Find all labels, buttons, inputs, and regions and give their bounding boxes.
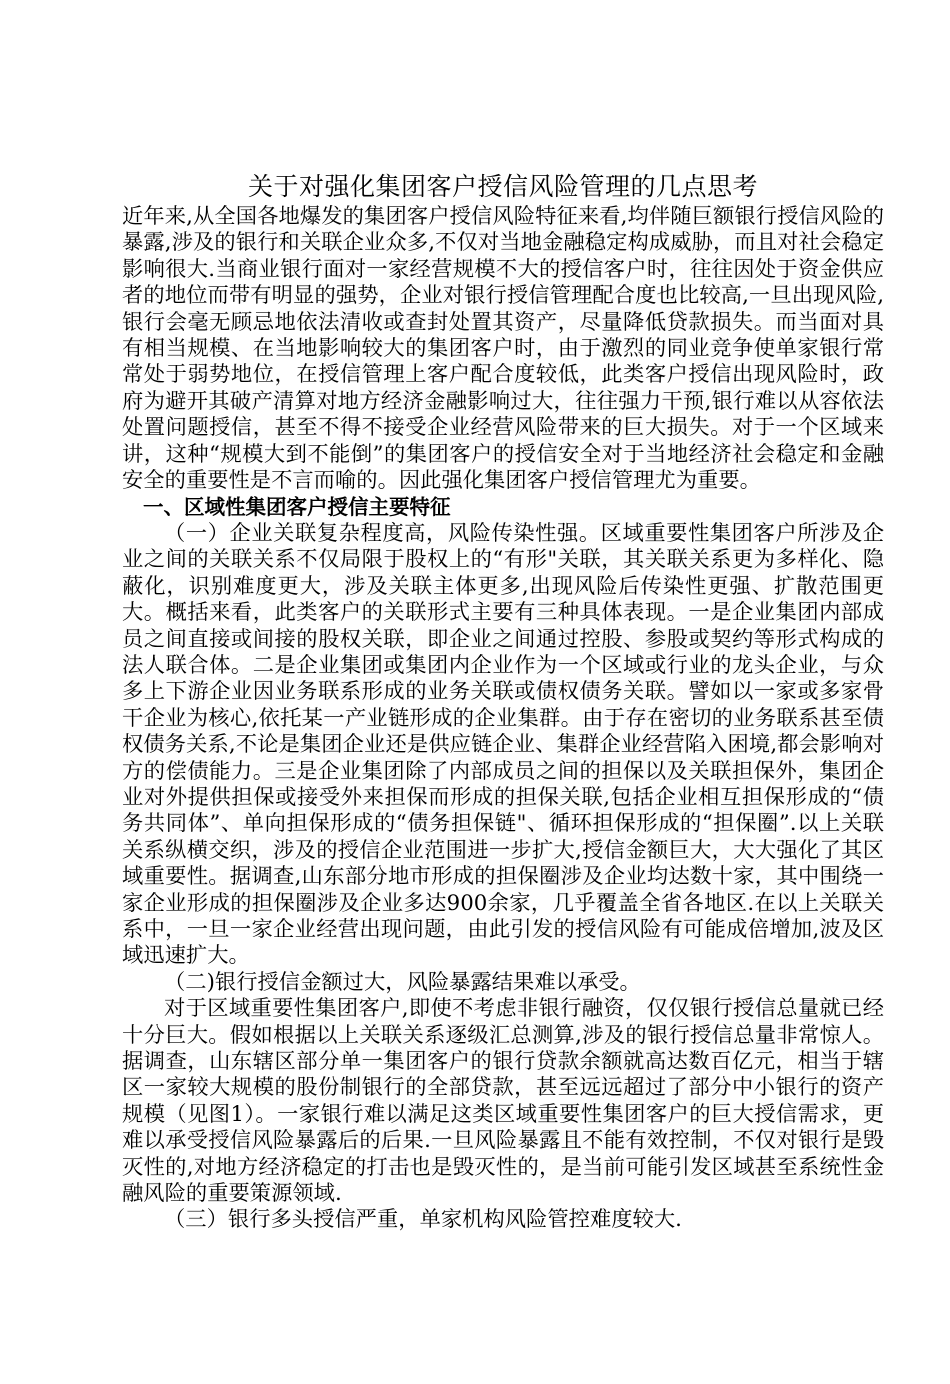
subsection-1-paragraph: （一）企业关联复杂程度高，风险传染性强。区域重要性集团客户所涉及企业之间的关联关系不仅局限于股权上的“有形"关联，其关联关系更为多样化、隐蔽化，识别难度更大，涉及关联主体更多,出现风险后传染性更强、扩散范围更大。概括来看，此类客户的关联形式主要有三种具体表现。一是企业集团内部成员之间直接或间接的股权关联，即企业之间通过控股、参股或契约等形式构成的法人联合体。二是企业集团或集团内企业作为一个区域或行业的龙头企业，与众多上下游企业因业务联系形成的业务关联或债权债务关联。譬如以一家或多家骨干企业为核心,依托某一产业链形成的企业集群。由于存在密切的业务联系甚至债权债务关系,不论是集团企业还是供应链企业、集群企业经营陷入困境,都会影响对方的偿债能力。三是企业集团除了内部成员之间的担保以及关联担保外，集团企业对外提供担保或接受外来担保而形成的担保关联,包括企业相互担保形成的“债务共同体”、单向担保形成的“债务担保链"、循环担保形成的“担保圈”.以上关联关系纵横交织，涉及的授信企业范围进一步扩大,授信金额巨大，大大强化了其区域重要性。据调查,山东部分地市形成的担保圈涉及企业均达数十家，其中围绕一家企业形成的担保圈涉及企业多达900余家，几乎覆盖全省各地区.在以上关联关系中，一旦一家企业经营出现问题，由此引发的授信风险有可能成倍增加,波及区域迅速扩大。 xyxy=(122,520,884,969)
intro-paragraph: 近年来,从全国各地爆发的集团客户授信风险特征来看,均伴随巨额银行授信风险的暴露,涉及的银行和关联企业众多,不仅对当地金融稳定构成威胁，而且对社会稳定影响很大.当商业银行面对一家经营规模不大的授信客户时，往往因处于资金供应者的地位而带有明显的强势，企业对银行授信管理配合度也比较高,一旦出现风险,银行会毫无顾忌地依法清收或查封处置其资产，尽量降低贷款损失。而当面对具有相当规模、在当地影响较大的集团客户时，由于激烈的同业竞争使单家银行常常处于弱势地位，在授信管理上客户配合度较低，此类客户授信出现风险时，政府为避开其破产清算对地方经济金融影响过大，往往强力干预,银行难以从容依法处置问题授信，甚至不得不接受企业经营风险带来的巨大损失。对于一个区域来讲，这种“规模大到不能倒”的集团客户的授信安全对于当地经济社会稳定和金融安全的重要性是不言而喻的。因此强化集团客户授信管理尤为重要。 xyxy=(122,204,884,494)
subsection-3-heading: （三）银行多头授信严重，单家机构风险管控难度较大. xyxy=(164,1207,682,1233)
subsection-2-paragraph: 对于区域重要性集团客户,即使不考虑非银行融资，仅仅银行授信总量就已经十分巨大。假如根据以上关联关系逐级汇总测算,涉及的银行授信总量非常惊人。据调查，山东辖区部分单一集团客户的银行贷款余额就高达数百亿元，相当于辖区一家较大规模的股份制银行的全部贷款，甚至远远超过了部分中小银行的资产规模（见图1）。一家银行难以满足这类区域重要性集团客户的巨大授信需求，更难以承受授信风险暴露后的后果.一旦风险暴露且不能有效控制，不仅对银行是毁灭性的,对地方经济稳定的打击也是毁灭性的，是当前可能引发区域甚至系统性金融风险的重要策源领域. xyxy=(122,996,884,1207)
section-heading-1: 一、区域性集团客户授信主要特征 xyxy=(143,495,451,520)
document-title: 关于对强化集团客户授信风险管理的几点思考 xyxy=(247,172,758,201)
subsection-2-heading: （二)银行授信金额过大，风险暴露结果难以承受。 xyxy=(164,969,641,995)
document-page xyxy=(122,170,884,1234)
